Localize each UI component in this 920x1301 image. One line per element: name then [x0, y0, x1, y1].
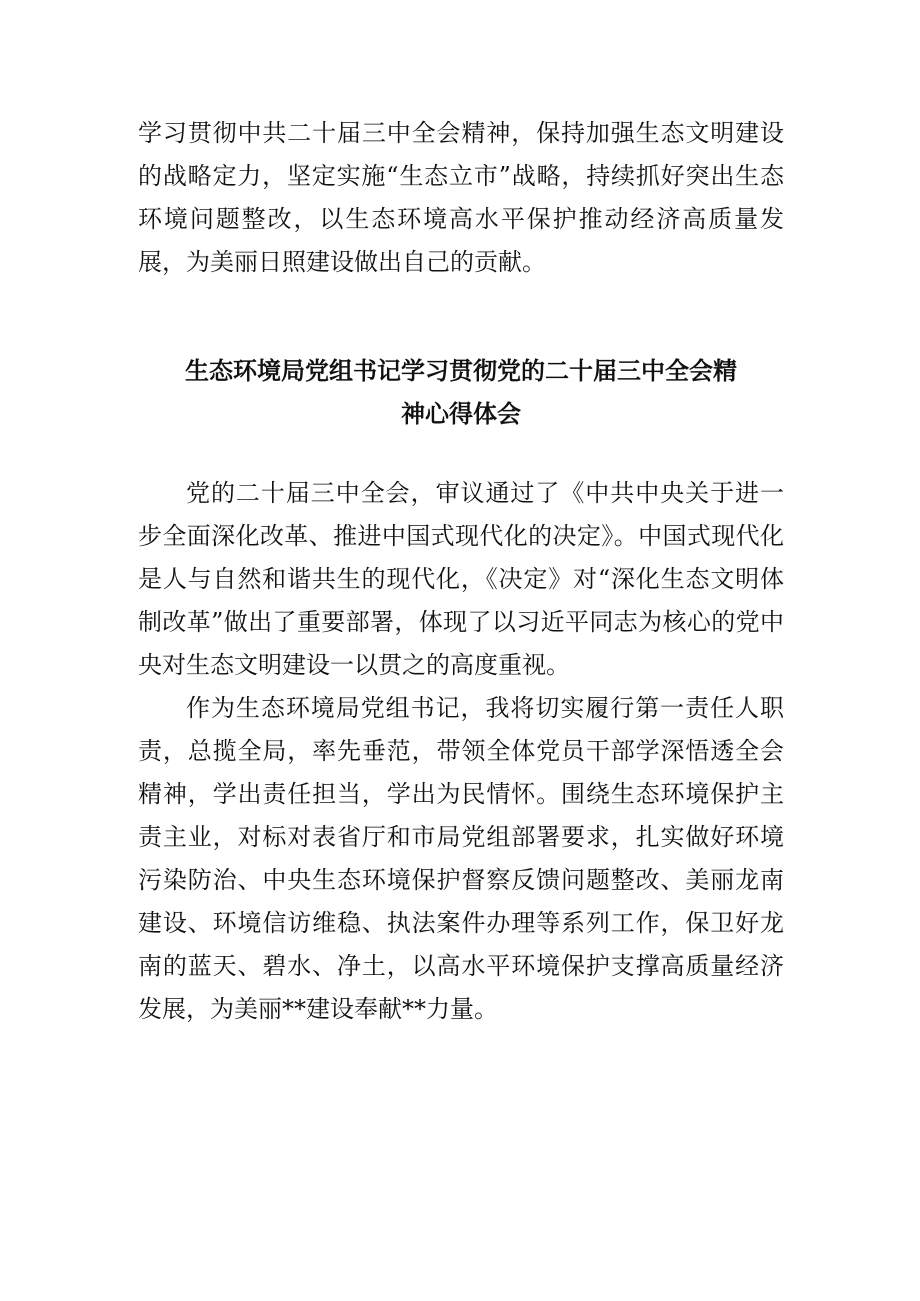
intro-section [138, 112, 784, 284]
article-title-line-2: 神心得体会 [401, 400, 521, 429]
article-title-line-1: 生态环境局党组书记学习贯彻党的二十届三中全会精 [185, 357, 737, 386]
body-paragraph-1: 党的二十届三中全会，审议通过了《中共中央关于进一步全面深化改革、推进中国式现代化的决定》。中国式现代化是人与自然和谐共生的现代化，《决定》对“深化生态文明体制改革”做出了重要部署，体现了以习近平同志为核心的党中央对生态文明建设一以贯之的高度重视。 [138, 479, 784, 679]
body-paragraph-2: 作为生态环境局党组书记，我将切实履行第一责任人职责，总揽全局，率先垂范，带领全体党员干部学深悟透全会精神，学出责任担当，学出为民情怀。围绕生态环境保护主责主业，对标对表省厅和市局党组部署要求，扎实做好环境污染防治、中央生态环境保护督察反馈问题整改、美丽龙南建设、环境信访维稳、执法案件办理等系列工作，保卫好龙南的蓝天、碧水、净土，以高水平环境保护支撑高质量经济发展，为美丽**建设奉献**力量。 [138, 694, 784, 1023]
intro-paragraph: 学习贯彻中共二十届三中全会精神，保持加强生态文明建设的战略定力，坚定实施“生态立市”战略，持续抓好突出生态环境问题整改，以生态环境高水平保护推动经济高质量发展，为美丽日照建设做出自己的贡献。 [138, 119, 784, 276]
article-body [138, 472, 784, 1031]
article-title [138, 350, 784, 436]
